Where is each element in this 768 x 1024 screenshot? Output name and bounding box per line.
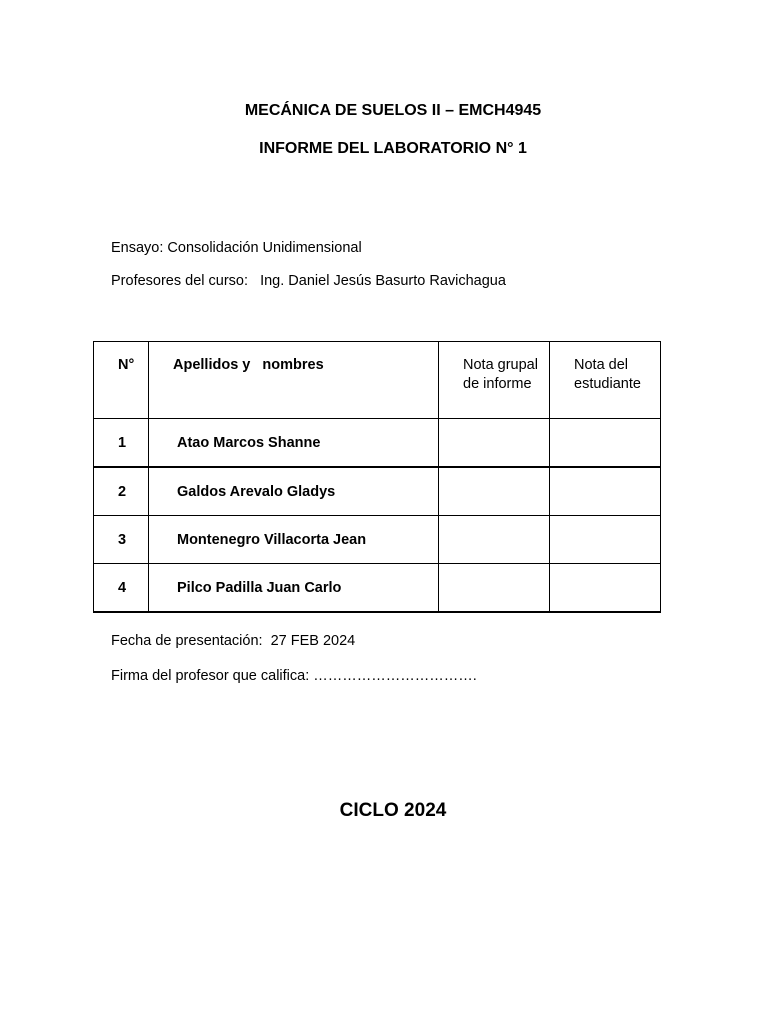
row-student-grade-cell [550, 467, 661, 516]
course-title: MECÁNICA DE SUELOS II – EMCH4945 [244, 102, 542, 119]
header-names: Apellidos y nombres [149, 342, 439, 419]
row-group-grade-cell [439, 516, 550, 564]
row-group-grade-cell [439, 564, 550, 613]
row-name: Galdos Arevalo Gladys [149, 467, 439, 516]
row-name: Pilco Padilla Juan Carlo [149, 564, 439, 613]
ensayo-line: Ensayo: Consolidación Unidimensional [111, 240, 362, 256]
row-number: 1 [94, 419, 149, 468]
table-header-row [94, 342, 661, 419]
row-number: 2 [94, 467, 149, 516]
row-student-grade-cell [550, 516, 661, 564]
header-student-grade-line1: Nota del [574, 357, 629, 373]
fecha-line: Fecha de presentación: 27 FEB 2024 [111, 633, 356, 649]
row-number: 3 [94, 516, 149, 564]
firma-line: Firma del profesor que califica: ……………………………. [111, 668, 477, 684]
row-name: Atao Marcos Shanne [149, 419, 439, 468]
table-row [94, 564, 661, 613]
row-group-grade-cell [439, 419, 550, 468]
row-student-grade-cell [550, 419, 661, 468]
row-group-grade-cell [439, 467, 550, 516]
row-name: Montenegro Villacorta Jean [149, 516, 439, 564]
profesores-line: Profesores del curso: Ing. Daniel Jesús Basurto Ravichagua [111, 273, 506, 289]
header-student-grade [550, 342, 661, 419]
students-table [93, 341, 661, 613]
header-group-grade-line2: de informe [463, 376, 532, 392]
header-number: N° [94, 342, 149, 419]
header-student-grade-line2: estudiante [574, 376, 641, 392]
header-group-grade-line1: Nota grupal [463, 357, 538, 373]
row-number: 4 [94, 564, 149, 613]
ciclo-title: CICLO 2024 [339, 800, 447, 821]
table-row [94, 516, 661, 564]
table-row [94, 467, 661, 516]
table-row [94, 419, 661, 468]
row-student-grade-cell [550, 564, 661, 613]
report-title: INFORME DEL LABORATORIO N° 1 [259, 140, 527, 157]
header-group-grade [439, 342, 550, 419]
